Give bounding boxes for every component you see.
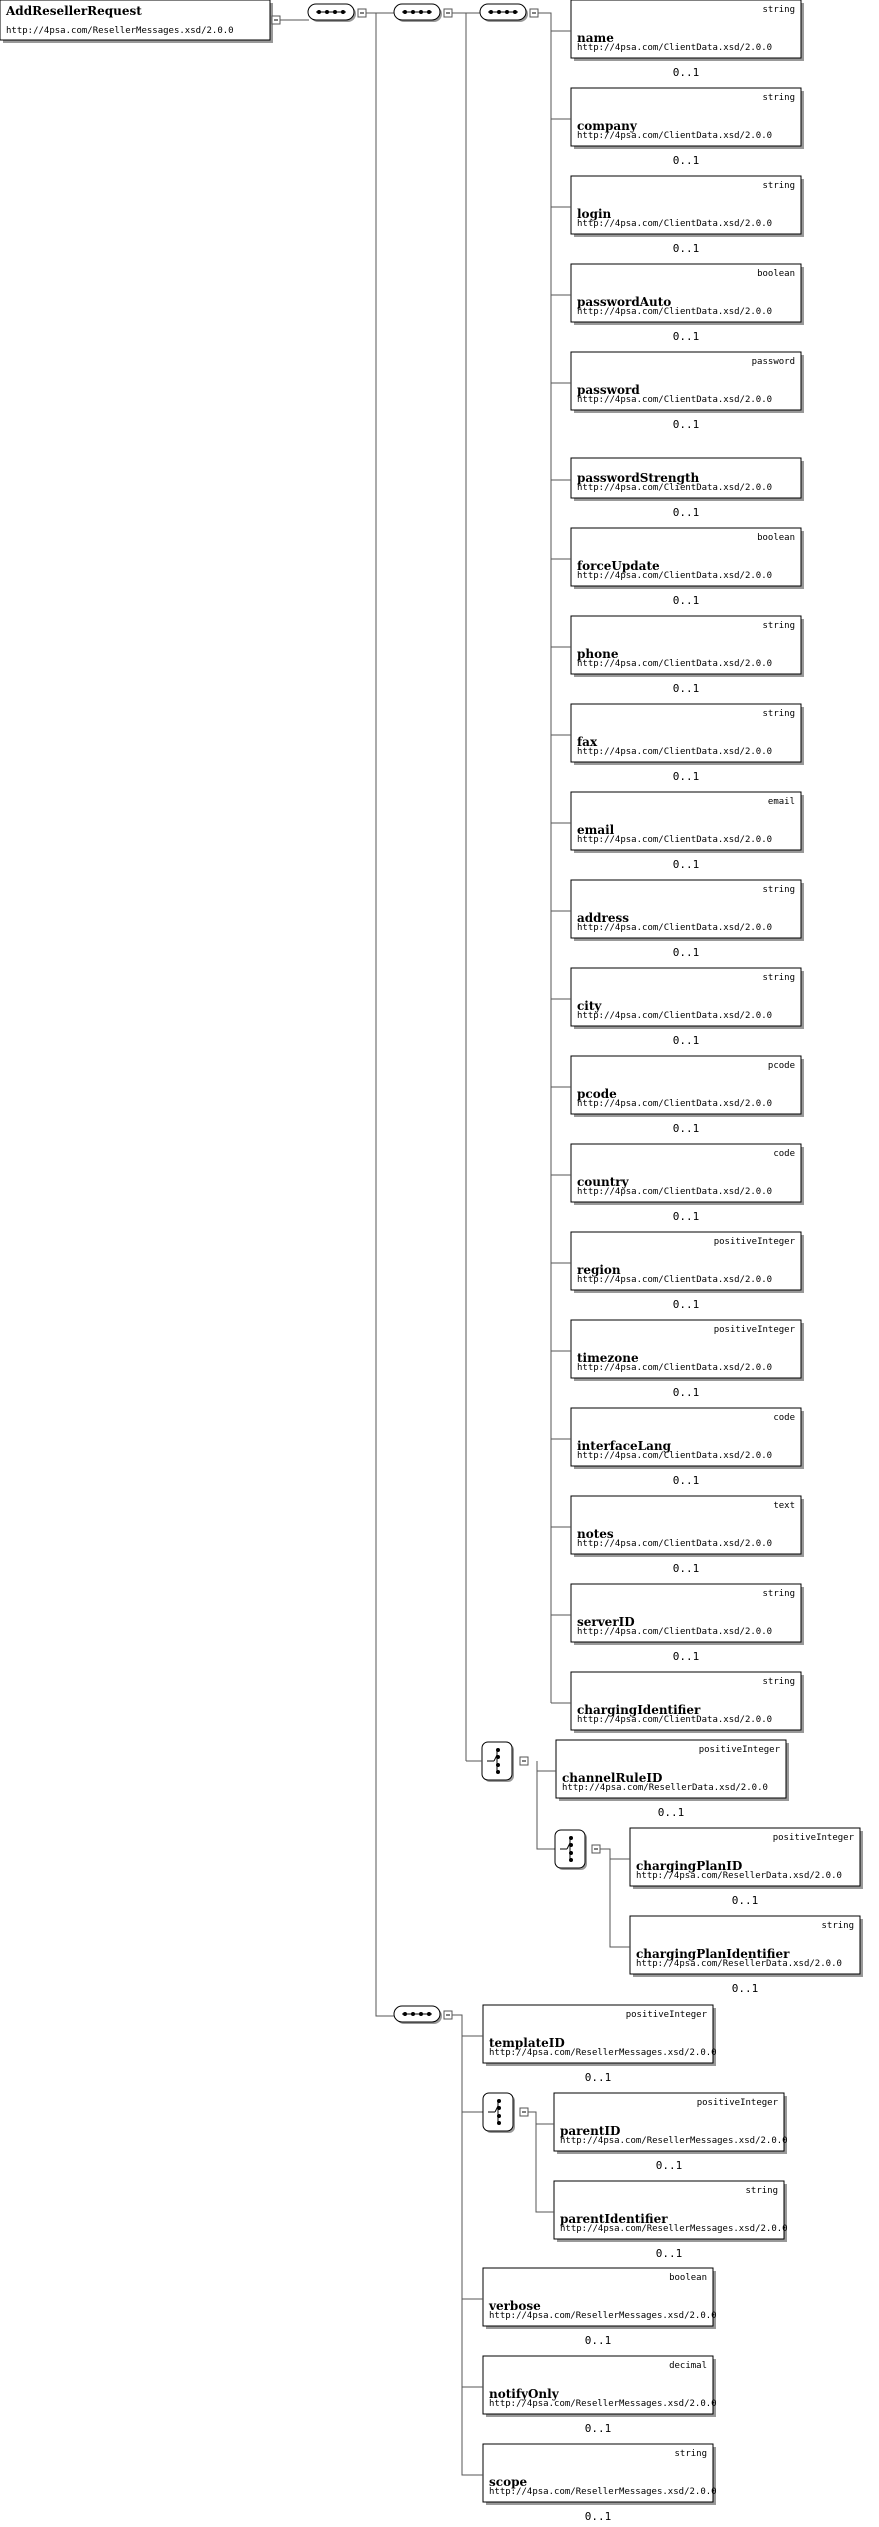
cardinality-label: 0..1 <box>672 506 700 519</box>
element-name: verbose <box>489 2299 541 2313</box>
element-box-forceUpdate[interactable] <box>571 528 804 589</box>
connector-line <box>462 2112 483 2299</box>
element-type: password <box>751 357 795 367</box>
element-name: pcode <box>577 1087 617 1101</box>
element-type: string <box>762 709 795 719</box>
element-namespace: http://4psa.com/ResellerMessages.xsd/2.0.0 <box>489 2487 717 2497</box>
sequence-compositor-icon[interactable] <box>480 4 528 22</box>
element-type: boolean <box>757 269 795 279</box>
element-namespace: http://4psa.com/ClientData.xsd/2.0.0 <box>577 659 773 669</box>
element-namespace: http://4psa.com/ClientData.xsd/2.0.0 <box>577 1011 773 1021</box>
element-namespace: http://4psa.com/ClientData.xsd/2.0.0 <box>577 1627 773 1637</box>
element-type: text <box>773 1501 795 1511</box>
element-type: string <box>762 181 795 191</box>
cardinality-label: 0..1 <box>672 1650 700 1663</box>
element-type: string <box>762 5 795 15</box>
element-namespace: http://4psa.com/ClientData.xsd/2.0.0 <box>577 1187 773 1197</box>
choice-compositor-icon[interactable] <box>483 2093 515 2133</box>
element-namespace: http://4psa.com/ResellerData.xsd/2.0.0 <box>636 1959 842 1969</box>
root-namespace: http://4psa.com/ResellerMessages.xsd/2.0.0 <box>6 26 234 36</box>
root-name: AddResellerRequest <box>6 4 142 18</box>
connector-line <box>462 2112 483 2475</box>
collapse-toggle-icon[interactable] <box>530 9 538 17</box>
cardinality-label: 0..1 <box>584 2510 612 2523</box>
cardinality-label: 0..1 <box>672 1562 700 1575</box>
connector-line <box>366 13 395 2016</box>
element-name: region <box>577 1263 621 1277</box>
cardinality-label: 0..1 <box>672 594 700 607</box>
cardinality-label: 0..1 <box>657 1806 685 1819</box>
connector-line <box>538 13 551 1703</box>
root-element-box[interactable] <box>0 0 273 43</box>
element-namespace: http://4psa.com/ResellerMessages.xsd/2.0.0 <box>560 2136 788 2146</box>
element-type: string <box>762 93 795 103</box>
element-namespace: http://4psa.com/ClientData.xsd/2.0.0 <box>577 923 773 933</box>
cardinality-label: 0..1 <box>672 66 700 79</box>
cardinality-label: 0..1 <box>672 418 700 431</box>
element-type: string <box>745 2186 778 2196</box>
element-type: positiveInteger <box>696 2098 778 2108</box>
connector-line <box>610 1859 630 1947</box>
element-name: parentIdentifier <box>560 2212 668 2226</box>
element-name: channelRuleID <box>562 1771 663 1785</box>
element-namespace: http://4psa.com/ClientData.xsd/2.0.0 <box>577 1275 773 1285</box>
sequence-compositor-icon[interactable] <box>394 2006 442 2024</box>
element-namespace: http://4psa.com/ClientData.xsd/2.0.0 <box>577 307 773 317</box>
sequence-compositor-icon[interactable] <box>394 4 442 22</box>
element-type: positiveInteger <box>713 1237 795 1247</box>
element-name: password <box>577 383 640 397</box>
cardinality-label: 0..1 <box>731 1894 759 1907</box>
cardinality-label: 0..1 <box>672 1122 700 1135</box>
cardinality-label: 0..1 <box>672 1386 700 1399</box>
element-type: code <box>773 1413 795 1423</box>
element-namespace: http://4psa.com/ClientData.xsd/2.0.0 <box>577 43 773 53</box>
element-type: string <box>762 621 795 631</box>
cardinality-label: 0..1 <box>731 1982 759 1995</box>
element-namespace: http://4psa.com/ClientData.xsd/2.0.0 <box>577 219 773 229</box>
element-namespace: http://4psa.com/ClientData.xsd/2.0.0 <box>577 395 773 405</box>
element-box-chargingPlanID[interactable] <box>630 1828 863 1889</box>
element-name: country <box>577 1175 629 1189</box>
collapse-toggle-icon[interactable] <box>520 2108 528 2116</box>
element-type: string <box>762 973 795 983</box>
choice-compositor-icon[interactable] <box>482 1742 514 1782</box>
connector-line <box>600 1849 630 1859</box>
element-type: string <box>674 2449 707 2459</box>
element-type: positiveInteger <box>713 1325 795 1335</box>
element-type: boolean <box>669 2273 707 2283</box>
element-box-fax[interactable] <box>571 704 804 765</box>
element-box-chargingIdentifier[interactable] <box>571 1672 804 1733</box>
element-box-interfaceLang[interactable] <box>571 1408 804 1469</box>
element-namespace: http://4psa.com/ClientData.xsd/2.0.0 <box>577 1363 773 1373</box>
element-namespace: http://4psa.com/ClientData.xsd/2.0.0 <box>577 835 773 845</box>
cardinality-label: 0..1 <box>672 858 700 871</box>
connector-line <box>537 1761 556 1771</box>
cardinality-label: 0..1 <box>584 2071 612 2084</box>
choice-compositor-icon[interactable] <box>555 1830 587 1870</box>
connector-line <box>452 13 466 1761</box>
element-name: forceUpdate <box>577 559 660 573</box>
element-box-scope[interactable] <box>483 2444 717 2505</box>
connector-line <box>536 2124 554 2212</box>
element-box-region[interactable] <box>571 1232 804 1293</box>
collapse-toggle-icon[interactable] <box>520 1757 528 1765</box>
element-box-phone[interactable] <box>571 616 804 677</box>
element-box-timezone[interactable] <box>571 1320 804 1381</box>
element-name: city <box>577 999 602 1013</box>
connector-line <box>528 2112 554 2124</box>
element-box-country[interactable] <box>571 1144 804 1205</box>
collapse-toggle-icon[interactable] <box>444 2011 452 2019</box>
element-box-login[interactable] <box>571 176 804 237</box>
collapse-toggle-icon[interactable] <box>272 16 280 24</box>
element-namespace: http://4psa.com/ClientData.xsd/2.0.0 <box>577 747 773 757</box>
element-name: chargingPlanID <box>636 1859 743 1873</box>
connector-line <box>462 2036 483 2112</box>
element-name: templateID <box>489 2036 565 2050</box>
element-box-company[interactable] <box>571 88 804 149</box>
element-box-verbose[interactable] <box>483 2268 717 2329</box>
element-name: name <box>577 31 614 45</box>
element-type: code <box>773 1149 795 1159</box>
element-name: address <box>577 911 630 925</box>
element-name: login <box>577 207 612 221</box>
element-box-city[interactable] <box>571 968 804 1029</box>
element-name: notes <box>577 1527 614 1541</box>
element-type: email <box>767 797 795 807</box>
element-type: positiveInteger <box>625 2010 707 2020</box>
element-box-templateID[interactable] <box>483 2005 717 2066</box>
cardinality-label: 0..1 <box>672 1298 700 1311</box>
element-type: decimal <box>669 2361 707 2371</box>
cardinality-label: 0..1 <box>672 330 700 343</box>
element-namespace: http://4psa.com/ClientData.xsd/2.0.0 <box>577 131 773 141</box>
cardinality-label: 0..1 <box>655 2159 683 2172</box>
cardinality-label: 0..1 <box>655 2247 683 2260</box>
element-type: string <box>821 1921 854 1931</box>
element-name: chargingPlanIdentifier <box>636 1947 790 1961</box>
element-box-password[interactable] <box>571 352 804 413</box>
element-namespace: http://4psa.com/ClientData.xsd/2.0.0 <box>577 571 773 581</box>
cardinality-label: 0..1 <box>672 946 700 959</box>
cardinality-label: 0..1 <box>672 1474 700 1487</box>
element-namespace: http://4psa.com/ResellerMessages.xsd/2.0.0 <box>489 2399 717 2409</box>
connector-line <box>537 1771 555 1849</box>
element-box-parentIdentifier[interactable] <box>554 2181 788 2242</box>
cardinality-label: 0..1 <box>672 1210 700 1223</box>
element-box-passwordStrength[interactable] <box>571 458 804 501</box>
element-name: fax <box>577 735 598 749</box>
element-box-passwordAuto[interactable] <box>571 264 804 325</box>
cardinality-label: 0..1 <box>672 770 700 783</box>
element-namespace: http://4psa.com/ResellerData.xsd/2.0.0 <box>562 1783 768 1793</box>
element-box-pcode[interactable] <box>571 1056 804 1117</box>
element-type: positiveInteger <box>772 1833 854 1843</box>
cardinality-label: 0..1 <box>672 242 700 255</box>
element-namespace: http://4psa.com/ResellerMessages.xsd/2.0.0 <box>560 2224 788 2234</box>
element-namespace: http://4psa.com/ResellerMessages.xsd/2.0.0 <box>489 2311 717 2321</box>
element-box-notifyOnly[interactable] <box>483 2356 717 2417</box>
element-box-notes[interactable] <box>571 1496 804 1557</box>
connector-line <box>462 2112 483 2387</box>
element-namespace: http://4psa.com/ClientData.xsd/2.0.0 <box>577 1451 773 1461</box>
collapse-toggle-icon[interactable] <box>592 1845 600 1853</box>
element-name: chargingIdentifier <box>577 1703 701 1717</box>
element-type: string <box>762 1589 795 1599</box>
element-type: pcode <box>767 1061 795 1071</box>
element-box-address[interactable] <box>571 880 804 941</box>
cardinality-label: 0..1 <box>584 2334 612 2347</box>
element-namespace: http://4psa.com/ResellerMessages.xsd/2.0.0 <box>489 2048 717 2058</box>
element-box-channelRuleID[interactable] <box>556 1740 789 1801</box>
element-type: string <box>762 1677 795 1687</box>
element-name: parentID <box>560 2124 621 2138</box>
cardinality-label: 0..1 <box>672 1034 700 1047</box>
cardinality-label: 0..1 <box>672 682 700 695</box>
element-name: email <box>577 823 615 837</box>
element-name: passwordAuto <box>577 295 672 309</box>
element-box-serverID[interactable] <box>571 1584 804 1645</box>
element-box-name[interactable] <box>571 0 804 61</box>
element-name: notifyOnly <box>489 2387 559 2401</box>
element-namespace: http://4psa.com/ClientData.xsd/2.0.0 <box>577 483 773 493</box>
element-box-parentID[interactable] <box>554 2093 788 2154</box>
connector-line <box>452 2015 483 2036</box>
element-name: serverID <box>577 1615 635 1629</box>
element-name: interfaceLang <box>577 1439 671 1453</box>
collapse-toggle-icon[interactable] <box>444 9 452 17</box>
element-box-email[interactable] <box>571 792 804 853</box>
element-namespace: http://4psa.com/ClientData.xsd/2.0.0 <box>577 1715 773 1725</box>
cardinality-label: 0..1 <box>672 154 700 167</box>
cardinality-label: 0..1 <box>584 2422 612 2435</box>
element-namespace: http://4psa.com/ClientData.xsd/2.0.0 <box>577 1099 773 1109</box>
element-name: phone <box>577 647 619 661</box>
element-type: string <box>762 885 795 895</box>
element-box-chargingPlanIdentifier[interactable] <box>630 1916 863 1977</box>
element-type: positiveInteger <box>698 1745 780 1755</box>
element-type: boolean <box>757 533 795 543</box>
element-name: timezone <box>577 1351 639 1365</box>
element-name: passwordStrength <box>577 471 700 485</box>
element-name: scope <box>489 2475 528 2489</box>
sequence-compositor-icon[interactable] <box>308 4 356 22</box>
element-namespace: http://4psa.com/ResellerData.xsd/2.0.0 <box>636 1871 842 1881</box>
element-namespace: http://4psa.com/ClientData.xsd/2.0.0 <box>577 1539 773 1549</box>
element-name: company <box>577 119 637 133</box>
collapse-toggle-icon[interactable] <box>358 9 366 17</box>
